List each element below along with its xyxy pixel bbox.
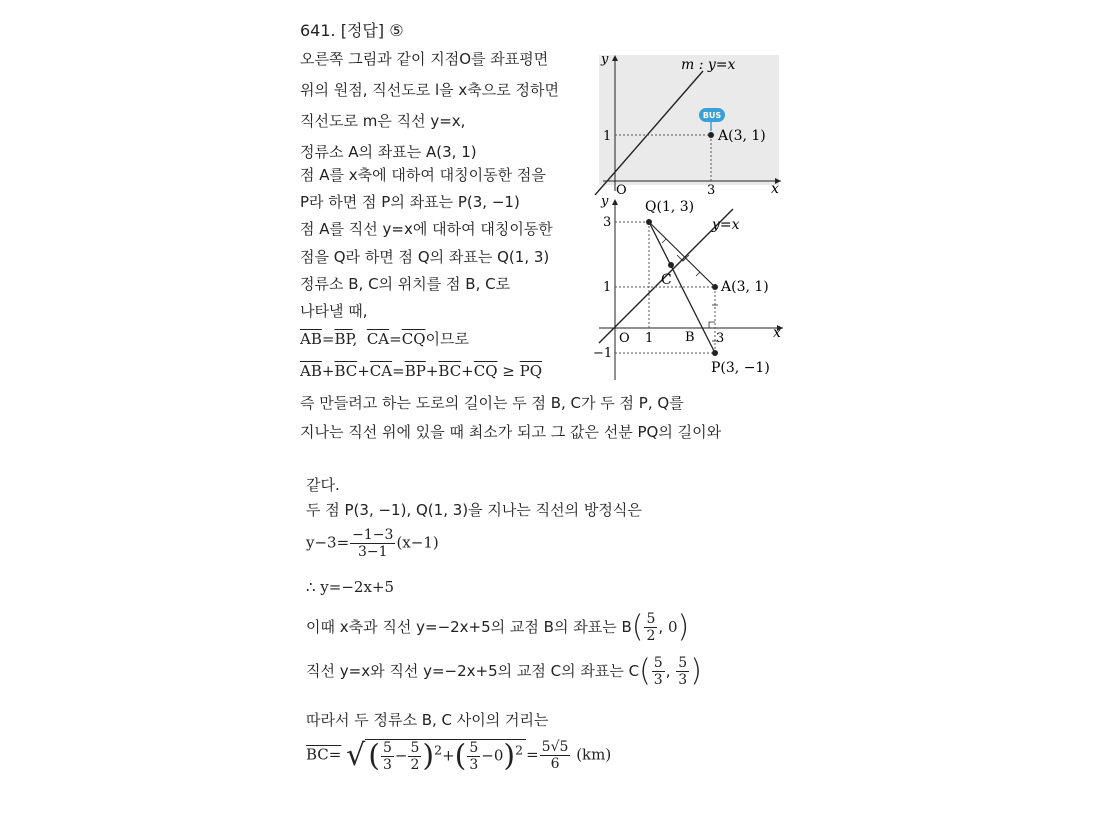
origin-label: O bbox=[619, 331, 630, 346]
b-coordinate-text: 이때 x축과 직선 y=−2x+5의 교점 B의 좌표는 B bbox=[306, 618, 632, 636]
fraction-numerator: 5√5 bbox=[541, 739, 569, 755]
segment-ab: $\overline{AB}$ bbox=[300, 330, 322, 348]
fraction-numerator: 5 bbox=[469, 739, 479, 756]
point-p bbox=[712, 350, 718, 356]
text-line: 나타낼 때, bbox=[300, 302, 368, 320]
slope-fraction bbox=[350, 527, 395, 560]
segment-bc: $\overline{BC}$ bbox=[438, 362, 462, 380]
line-label: y=x bbox=[712, 217, 740, 233]
y-axis-label: y bbox=[601, 195, 609, 209]
coordinate-figure-bottom bbox=[585, 195, 795, 385]
segment-pq: $\overline{PQ}$ bbox=[519, 362, 543, 380]
segment-bc: $\overline{BC}$ bbox=[334, 362, 358, 380]
fraction-denominator: 6 bbox=[550, 756, 560, 772]
fraction-denominator: 3 bbox=[382, 756, 392, 773]
fraction-numerator: 5 bbox=[410, 739, 420, 756]
point-a-label: A(3, 1) bbox=[718, 128, 766, 144]
point-q bbox=[646, 219, 652, 225]
point-a bbox=[708, 132, 714, 138]
text-line: 정류소 B, C의 위치를 점 B, C로 bbox=[300, 275, 511, 293]
tick-y-1: 1 bbox=[603, 129, 612, 144]
coordinate-figure-top bbox=[585, 45, 795, 195]
c-x-fraction bbox=[652, 655, 665, 688]
tick-y-1: 1 bbox=[603, 280, 612, 295]
problem-title: 641. [정답] ⑤ bbox=[300, 21, 404, 40]
tick-x-1: 1 bbox=[645, 331, 654, 346]
b-x-fraction bbox=[644, 611, 657, 644]
c-coordinate-text: 직선 y=x와 직선 y=−2x+5의 교점 C의 좌표는 C bbox=[306, 662, 640, 680]
segment-bp: $\overline{BP}$ bbox=[334, 330, 353, 348]
fraction bbox=[381, 740, 394, 773]
equal-tick bbox=[662, 239, 666, 243]
segment-bp: $\overline{BP}$ bbox=[404, 362, 426, 380]
fraction-numerator: −1−3 bbox=[352, 527, 394, 543]
text-line: P라 하면 점 P의 좌표는 P(3, −1) bbox=[300, 193, 520, 211]
y-axis-arrow bbox=[612, 199, 618, 205]
text-line: 같다. bbox=[306, 476, 340, 494]
c-y-fraction bbox=[676, 655, 689, 688]
c-coordinate-line: 직선 y=x와 직선 y=−2x+5의 교점 C의 좌표는 C( $\frac{5}{3}$ , $\frac{5}{3}$ ) bbox=[306, 653, 702, 689]
b-y-value: 0 bbox=[667, 618, 678, 636]
figure-background bbox=[599, 55, 779, 185]
segment-inequality: $\overline{AB}+\overline{BC}+\overline{CA}=\overline{BP}+\overline{BC}+\overline{CQ} \ge \overline{PQ}$ bbox=[300, 362, 543, 380]
result-equation: ∴ y=−2x+5 bbox=[306, 578, 395, 596]
fraction-numerator: 5 bbox=[678, 655, 688, 671]
point-c bbox=[668, 262, 674, 268]
tick-x-3: 3 bbox=[707, 183, 716, 195]
segment-ca: $\overline{CA}$ bbox=[369, 362, 393, 380]
equality-suffix: 이므로 bbox=[425, 330, 469, 348]
fraction bbox=[408, 740, 421, 773]
bus-label: BUS bbox=[702, 111, 722, 120]
fraction bbox=[467, 740, 480, 773]
segment-bc: BC= bbox=[306, 745, 342, 764]
text-line: 정류소 A의 좌표는 A(3, 1) bbox=[300, 143, 477, 161]
point-q-label: Q(1, 3) bbox=[645, 199, 695, 215]
point-b-label: B bbox=[685, 330, 695, 345]
segment-equality: $\overline{AB}=\overline{BP}$, $\overline{CA}=\overline{CQ}$이므로 bbox=[300, 330, 469, 348]
tick-y-3: 3 bbox=[603, 215, 612, 230]
fraction-denominator: 2 bbox=[410, 756, 420, 773]
point-c-label: C bbox=[661, 272, 672, 288]
radicand: ( $\frac{5}{3}$ − $\frac{5}{2}$ )$^2$+( $\frac{5}{3}$ −0)$^2$ bbox=[365, 739, 526, 773]
tick-y-minus-1: −1 bbox=[593, 346, 613, 361]
line-m-label: m : y=x bbox=[681, 57, 736, 73]
x-axis-label: x bbox=[773, 325, 781, 341]
unit: (km) bbox=[576, 745, 612, 764]
fraction-denominator: 3 bbox=[678, 672, 688, 688]
b-coordinate-line: 이때 x축과 직선 y=−2x+5의 교점 B의 좌표는 B( $\frac{5}{2}$ , 0) bbox=[306, 609, 690, 645]
segment-ab: $\overline{AB}$ bbox=[300, 362, 322, 380]
x-axis-label: x bbox=[771, 181, 779, 195]
text-line: 즉 만들려고 하는 도로의 길이는 두 점 B, C가 두 점 P, Q를 bbox=[300, 394, 684, 412]
segment-ca: $\overline{CA}$ bbox=[366, 330, 390, 348]
right-angle-mark bbox=[709, 322, 715, 328]
segment-qp bbox=[649, 222, 715, 353]
text-line: 직선도로 m은 직선 y=x, bbox=[300, 112, 466, 130]
distance-equation: BC= √ ( $\frac{5}{3}$ − $\frac{5}{2}$ )$^2$+( $\frac{5}{3}$ −0)$^2$ = $\frac{5√5}{6}$ (km) bbox=[306, 738, 612, 773]
fraction-denominator: 3 bbox=[469, 756, 479, 773]
fraction-numerator: 5 bbox=[653, 655, 663, 671]
text-line: 위의 원점, 직선도로 l을 x축으로 정하면 bbox=[300, 81, 560, 99]
text-line: 점 A를 x축에 대하여 대칭이동한 점을 bbox=[300, 166, 546, 184]
sqrt-sign: √ bbox=[346, 738, 366, 773]
text-line: 점 A를 직선 y=x에 대하여 대칭이동한 bbox=[300, 220, 553, 238]
fraction-numerator: 5 bbox=[646, 611, 656, 627]
point-a bbox=[712, 284, 718, 290]
text-line: 두 점 P(3, −1), Q(1, 3)을 지나는 직선의 방정식은 bbox=[306, 501, 642, 519]
origin-label: O bbox=[616, 183, 627, 195]
answer-fraction bbox=[540, 739, 571, 772]
segment-cq: $\overline{CQ}$ bbox=[473, 362, 498, 380]
text-line: 지나는 직선 위에 있을 때 최소가 되고 그 값은 선분 PQ의 길이와 bbox=[300, 423, 722, 441]
slope-rhs: (x−1) bbox=[396, 533, 439, 552]
segment-qa bbox=[649, 222, 715, 287]
point-a-label: A(3, 1) bbox=[721, 279, 769, 295]
fraction-denominator: 3−1 bbox=[358, 544, 388, 560]
point-p-label: P(3, −1) bbox=[711, 360, 770, 376]
distance-intro: 따라서 두 정류소 B, C 사이의 거리는 bbox=[306, 711, 549, 729]
tick-x-3: 3 bbox=[716, 331, 725, 346]
fraction-numerator: 5 bbox=[382, 739, 392, 756]
zero-value: 0 bbox=[493, 746, 504, 764]
equal-tick bbox=[696, 272, 700, 276]
y-axis-label: y bbox=[601, 52, 609, 67]
text-line: 오른쪽 그림과 같이 지점O를 좌표평면 bbox=[300, 50, 549, 68]
slope-equation bbox=[306, 527, 439, 560]
fraction-denominator: 3 bbox=[653, 672, 663, 688]
fraction-denominator: 2 bbox=[646, 628, 656, 644]
slope-lhs: y−3= bbox=[306, 533, 350, 552]
segment-cq: $\overline{CQ}$ bbox=[401, 330, 426, 348]
text-line: 점을 Q라 하면 점 Q의 좌표는 Q(1, 3) bbox=[300, 248, 550, 266]
